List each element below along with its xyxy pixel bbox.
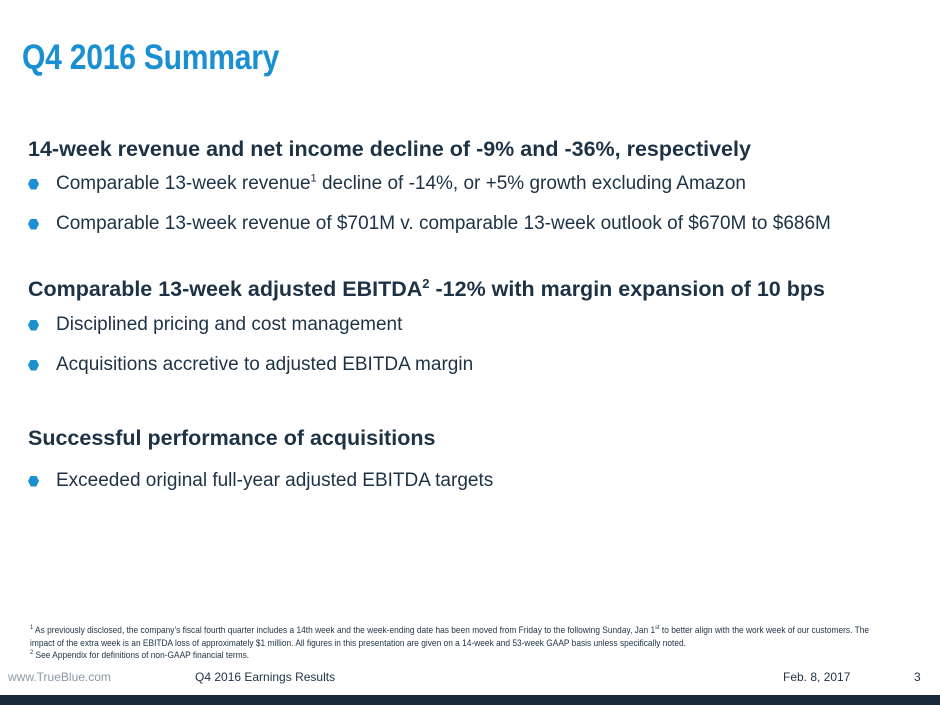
section-heading-revenue: 14-week revenue and net income decline of -9% and -36%, respectively [28,137,751,161]
bullet-text: Acquisitions accretive to adjusted EBITDA margin [56,354,474,375]
hexagon-bullet-icon [28,320,39,331]
bullet-item [28,314,402,336]
footnote-ref: 2 [422,275,430,291]
footnote-2: $^2$ See Appendix for definitions of non-GAAP financial terms. [30,648,250,661]
footnote-ref: 1 [310,172,317,185]
slide-title: Q4 2016 Summary [22,38,280,77]
bullet-item [28,470,493,492]
footnotes [30,623,869,663]
section-heading-ebitda: Comparable 13-week adjusted EBITDA$^2$ -12% with margin expansion of 10 bps [28,275,825,301]
footnote-1: $^1$ As previously disclosed, the company’s fiscal fourth quarter includes a 14th week and the week-ending date has been moved from Friday to the following Sunday, Jan 1st to better align with the work week of our customers. The [30,623,869,636]
footer-date: Feb. 8, 2017 [783,670,851,684]
hexagon-bullet-icon [28,219,39,230]
footer-website-link[interactable]: www.TrueBlue.com [8,670,111,684]
bullet-item [28,213,831,235]
page-number: 3 [914,670,921,684]
bullet-text: Comparable 13-week revenue of $701M v. comparable 13-week outlook of $670M to $686M [56,213,831,234]
footnote-1-continued: impact of the extra week is an EBITDA loss of approximately $1 million. All figures in this presentation are given on a 14-week and 53-week GAAP basis unless specifically noted. [30,637,686,649]
bullet-item [28,354,473,376]
section-heading-acquisitions: Successful performance of acquisitions [28,426,436,450]
bullet-text: Exceeded original full-year adjusted EBITDA targets [56,470,494,491]
bullet-item [28,173,746,195]
footer-presentation-title: Q4 2016 Earnings Results [195,670,336,684]
hexagon-bullet-icon [28,360,39,371]
bullet-text: Comparable 13-week revenue$^1$ decline of -14%, or +5% growth excluding Amazon [56,172,746,194]
bottom-bar [0,695,940,705]
hexagon-bullet-icon [28,476,39,487]
hexagon-bullet-icon [28,179,39,190]
bullet-text: Disciplined pricing and cost management [56,314,403,335]
